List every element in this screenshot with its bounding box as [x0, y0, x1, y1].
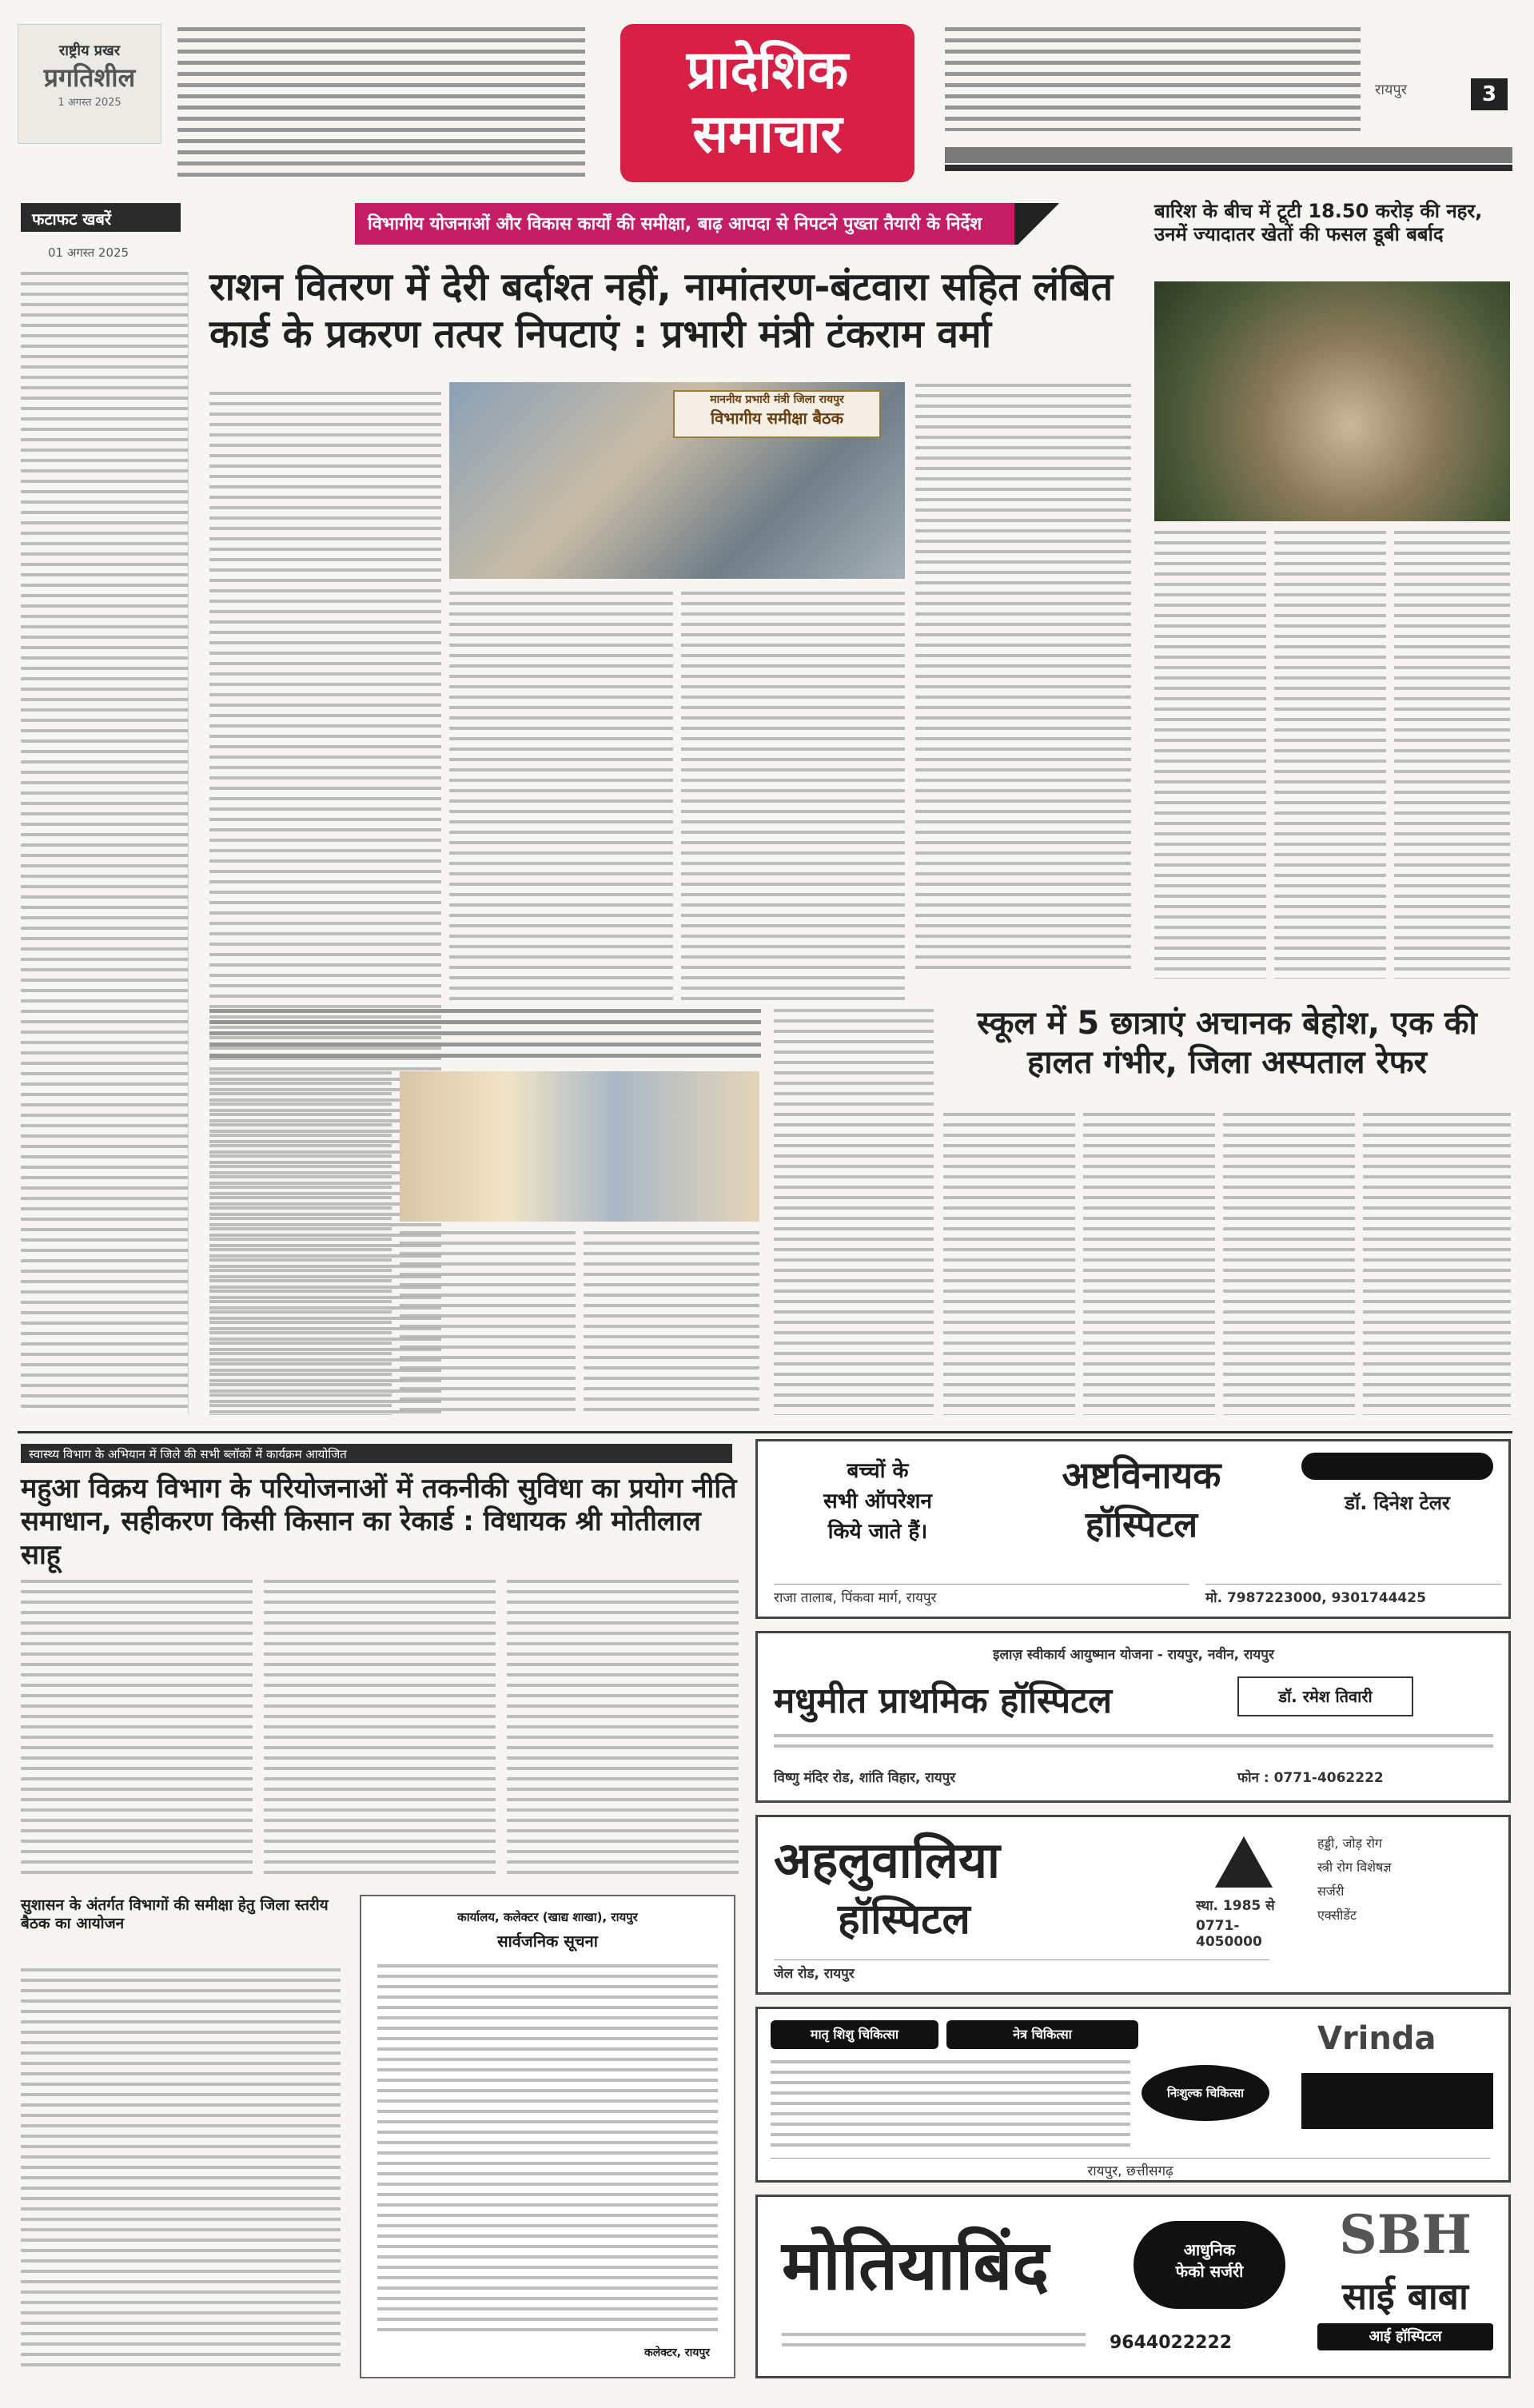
ad5-brand-sub2: आई हॉस्पिटल [1317, 2323, 1493, 2350]
ad2-phone: फोन : 0771-4062222 [1237, 1770, 1384, 1786]
ad2-address: विष्णु मंदिर रोड, शांति विहार, रायपुर [774, 1770, 956, 1786]
section-title [620, 24, 914, 182]
top-right-rule-thin [945, 165, 1512, 171]
school-story-col-1 [943, 1113, 1075, 1415]
ad1-left-text-2: सभी ऑपरेशन [823, 1489, 932, 1513]
left-column-date: 01 अगस्त 2025 [48, 245, 129, 260]
school-story-col-3 [1223, 1113, 1355, 1415]
ad3-address: जेल रोड, रायपुर [774, 1959, 1269, 1980]
photo-banner-line-1: माननीय प्रभारी मंत्री जिला रायपुर [710, 393, 844, 406]
section-title-line-1: प्रादेशिक [686, 39, 849, 101]
ad3-service-4: एक्सीडेंट [1317, 1908, 1357, 1923]
logo-date: 1 अगस्त 2025 [58, 97, 122, 109]
ad1-doctor: डॉ. दिनेश टेलर [1345, 1492, 1450, 1514]
section-title-line-2: समाचार [692, 103, 843, 165]
top-right-label: रायपुर [1375, 82, 1408, 98]
ad1-left-text-3: किये जाते हैं। [827, 1520, 928, 1544]
logo-line-1: राष्ट्रीय प्रखर [58, 42, 121, 59]
bottom-story-kicker: स्वास्थ्य विभाग के अभियान में जिले की सभी ब्लॉकों में कार्यक्रम आयोजित [21, 1444, 732, 1463]
ad2-top-line: इलाज़ स्वीकार्य आयुष्मान योजना - रायपुर, नवीन, रायपुर [993, 1647, 1274, 1663]
ad-madhumeet-hospital [755, 1631, 1511, 1803]
ad5-brand-sub: साई बाबा [1342, 2274, 1468, 2318]
top-right-text-block [945, 27, 1361, 131]
ad1-pill [1301, 1453, 1493, 1480]
flood-photo [1154, 281, 1510, 521]
ad3-phone: 0771-4050000 [1196, 1918, 1262, 1950]
main-story-kicker: विभागीय योजनाओं और विकास कार्यों की समीक्षा, बाढ़ आपदा से निपटने पुख्ता तैयारी के निर्देश [355, 203, 1014, 245]
photo-banner-line-2: विभागीय समीक्षा बैठक [710, 409, 844, 428]
logo-line-2: प्रगतिशील [43, 62, 136, 93]
main-story-headline: राशन वितरण में देरी बर्दाश्त नहीं, नामांतरण-बंटवारा सहित लंबित कार्ड के प्रकरण तत्पर निपटाएं : प्रभारी मंत्री टंकराम वर्मा [209, 265, 1114, 357]
ad4-brand: Vrinda [1317, 2020, 1436, 2057]
ad1-title-1: अष्टविनायक [1062, 1453, 1221, 1497]
ad5-address [782, 2333, 1086, 2354]
small-story-text [21, 1968, 341, 2368]
secondary-story-col-2 [400, 1231, 576, 1415]
side-story-col-1 [1154, 531, 1266, 979]
ad3-title-1: अहलुवालिया [774, 1831, 1000, 1889]
top-right-rule [945, 147, 1512, 163]
side-story-headline: बारिश के बीच में टूटी 18.50 करोड़ की नहर, उनमें ज्यादातर खेतों की फसल डूबी बर्बाद [1154, 200, 1483, 246]
main-story-photo [449, 382, 905, 579]
school-story-col-2 [1083, 1113, 1215, 1415]
side-story-col-2 [1274, 531, 1386, 979]
section-divider [18, 1431, 1512, 1433]
main-story-col-4 [915, 384, 1131, 975]
ad3-service-1: हड्डी, जोड़ रोग [1317, 1836, 1382, 1851]
ad3-service-2: स्त्री रोग विशेषज्ञ [1317, 1860, 1392, 1875]
notice-subtitle: सार्वजनिक सूचना [497, 1932, 598, 1951]
bottom-story-col-2 [264, 1580, 496, 1876]
ad5-pill-line-2: फेको सर्जरी [1175, 2262, 1244, 2281]
ad1-title-2: हॉस्पिटल [1085, 1505, 1198, 1545]
ad5-title: मोतियाबिंद [782, 2226, 1050, 2306]
school-story-col-4 [1363, 1113, 1511, 1415]
left-column-text [21, 272, 189, 1415]
ad2-title: मधुमीत प्राथमिक हॉस्पिटल [774, 1680, 1113, 1721]
ad4-tag-1: मातृ शिशु चिकित्सा [771, 2020, 938, 2049]
secondary-story-heading [209, 1009, 761, 1065]
ad5-pill [1134, 2221, 1285, 2309]
main-story-col-2 [449, 592, 673, 1007]
notice-title: कार्यालय, कलेक्टर (खाद्य शाखा), रायपुर [457, 1910, 638, 1924]
ad-vrinda-hospital [755, 2007, 1511, 2183]
secondary-story-col-4 [774, 1009, 934, 1415]
ad2-services [774, 1734, 1493, 1755]
ad3-title-2: हॉस्पिटल [838, 1896, 970, 1944]
small-story-headline: सुशासन के अंतर्गत विभागों की समीक्षा हेतु जिला स्तरीय बैठक का आयोजन [21, 1896, 329, 1933]
ad5-pill-line-1: आधुनिक [1183, 2240, 1236, 2259]
ad3-triangle-logo [1215, 1836, 1273, 1888]
main-story-col-3 [681, 592, 905, 1007]
ad-ahluwalia-hospital [755, 1815, 1511, 1995]
bottom-story-col-3 [507, 1580, 739, 1876]
bottom-story-col-1 [21, 1580, 253, 1876]
bottom-story-headline: महुआ विक्रय विभाग के परियोजनाओं में तकनीकी सुविधा का प्रयोग नीति समाधान, सहीकरण किसी किसान का रेकार्ड : विधायक श्री मोतीलाल साहू [21, 1473, 737, 1571]
ad3-service-3: सर्जरी [1317, 1884, 1345, 1899]
newspaper-logo [18, 24, 161, 144]
ad4-text [771, 2060, 1130, 2148]
ad4-pill: निःशुल्क चिकित्सा [1142, 2065, 1269, 2121]
ad3-since: स्था. 1985 से [1196, 1898, 1275, 1914]
public-notice [360, 1895, 735, 2378]
side-story-col-3 [1394, 531, 1510, 979]
ad1-left-text-1: बच्चों के [847, 1459, 909, 1483]
ad4-tag-2: नेत्र चिकित्सा [946, 2020, 1138, 2049]
ad3-services [1317, 1832, 1493, 1983]
ad4-footer: रायपुर, छत्तीसगढ़ [771, 2158, 1490, 2177]
ad2-badge: डॉ. रमेश तिवारी [1237, 1676, 1413, 1716]
ad1-phone: मो. 7987223000, 9301744425 [1205, 1584, 1501, 1605]
ad-ashtavinayak [755, 1439, 1511, 1619]
quick-news-tag: फटाफट खबरें [21, 203, 181, 232]
secondary-story-col-3 [584, 1231, 759, 1415]
notice-signature: कलेक्टर, रायपुर [644, 2346, 710, 2359]
ad5-brand: SBH [1339, 2203, 1472, 2266]
kicker-arrow [1014, 203, 1062, 245]
school-story-headline: स्कूल में 5 छात्राएं अचानक बेहोश, एक की हालत गंभीर, जिला अस्पताल रेफर [977, 1005, 1477, 1081]
page-number: 3 [1471, 78, 1508, 110]
top-left-text-block [177, 27, 585, 179]
ad1-footer: राजा तालाब, पिंकवा मार्ग, रायपुर [774, 1584, 1189, 1605]
secondary-story-col-1 [209, 1071, 392, 1415]
ad-sai-baba-eye-hospital [755, 2195, 1511, 2378]
ad4-dark-box [1301, 2073, 1493, 2129]
ad5-phone: 9644022222 [1110, 2333, 1233, 2353]
group-photo [400, 1071, 759, 1222]
